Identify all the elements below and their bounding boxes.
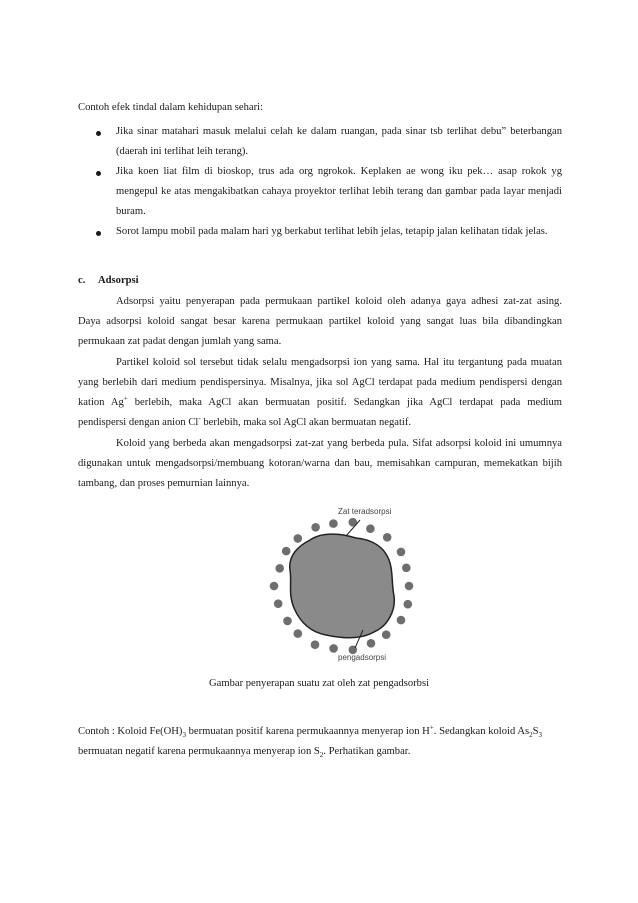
adsorbed-dot <box>405 582 414 591</box>
adsorbed-dot <box>329 519 338 528</box>
adsorbed-dot <box>404 600 413 609</box>
bullet-2-line-3: buram. <box>116 206 146 217</box>
para3-line-3: tambang, dan proses pemurnian lainnya. <box>78 478 250 489</box>
contoh-line-2: bermuatan negatif karena permukaannya menyerap ion $S_2$. Perhatikan gambar. <box>78 746 411 760</box>
adsorbed-dot <box>311 640 320 649</box>
adsorbed-dot <box>329 644 338 653</box>
examples-heading: Contoh efek tindal dalam kehidupan sehari: <box>78 102 264 113</box>
para3-line-2: digunakan untuk mengadsorpsi/membuang kotoran/warna dan bau, memisahkan campuran, memekatkan bijih <box>78 458 562 469</box>
para2-line-1: Partikel koloid sol tersebut tidak selalu mengadsorpsi ion yang sama. Hal itu tergantung pada muatan <box>116 357 562 368</box>
adsorbed-dot <box>366 524 375 533</box>
figure-caption: Gambar penyerapan suatu zat oleh zat pengadsorbsi <box>208 678 430 689</box>
bullet-1-line-2: (daerah ini terlihat leih terang). <box>116 146 249 157</box>
adsorption-figure <box>268 498 418 663</box>
para3-line-1: Koloid yang berbeda akan mengadsorpsi zat-zat yang berbeda pula. Sifat adsorpsi koloid ini umumnya <box>116 438 562 449</box>
adsorbed-dot <box>270 582 279 591</box>
para2-line-4: pendispersi dengan anion Cl- berlebih, maka sol AgCl akan bermuatan negatif. <box>78 414 412 428</box>
adsorbed-dot <box>367 639 376 648</box>
adsorbed-dot <box>283 617 292 626</box>
label-zat-teradsorpsi: Zat teradsorpsi <box>338 507 392 516</box>
adsorbed-dot <box>294 629 303 638</box>
bullet-dot <box>96 171 101 176</box>
adsorbed-dot <box>282 547 291 556</box>
bullet-dot <box>96 131 101 136</box>
para2-line-3: kation Ag+ berlebih, maka AgCl akan bermuatan positif. Sedangkan jika AgCl terdapat pada medium <box>78 394 562 408</box>
label-pengadsorpsi: pengadsorpsi <box>338 653 387 662</box>
adsorbed-dot <box>311 523 320 532</box>
section-c-title: Adsorpsi <box>98 275 139 286</box>
bullet-1-line-1: Jika sinar matahari masuk melalui celah ke dalam ruangan, pada sinar tsb terlihat debu” beterbangan <box>116 126 562 137</box>
adsorbed-dot <box>383 533 392 542</box>
colloid-particle <box>290 534 395 638</box>
para2-line-2: yang berlebih dari medium pendispersinya. Misalnya, jika sol AgCl terdapat pada medium pendispersi dengan <box>78 377 562 388</box>
bullet-dot <box>96 231 101 236</box>
adsorbed-dot <box>382 630 391 639</box>
adsorbed-dot <box>397 616 406 625</box>
adsorbed-dot <box>274 599 283 608</box>
adsorbed-dot <box>397 548 406 557</box>
adsorbed-dot <box>275 564 284 573</box>
bullet-3-line-1: Sorot lampu mobil pada malam hari yg berkabut terlihat lebih jelas, tetapip jalan kelihatan tidak jelas. <box>116 226 548 237</box>
bullet-2-line-2: mengepul ke atas mengakibatkan cahaya proyektor terlihat lebih terang dan gambar pada layar menjadi <box>116 186 562 197</box>
para1-line-2: Daya adsorpsi koloid sangat besar karena permukaan partikel koloid yang sangat luas bila dibandingkan <box>78 316 562 327</box>
bullet-2-line-1: Jika koen liat film di bioskop, trus ada org ngrokok. Keplaken ae wong iku pek… asap rokok yg <box>116 166 562 177</box>
contoh-line-1: Contoh : Koloid $Fe(OH)_3$ bermuatan positif karena permukaannya menyerap ion H+. Sedangkan koloid $As_2S_3$ <box>78 723 543 740</box>
para1-line-1: Adsorpsi yaitu penyerapan pada permukaan partikel koloid oleh adanya gaya adhesi zat-zat asing. <box>116 296 562 307</box>
para1-line-3: permukaan zat padat dengan jumlah yang sama. <box>78 336 282 347</box>
section-c-letter: c. <box>78 275 86 286</box>
adsorbed-dot <box>294 534 303 543</box>
adsorbed-dot <box>402 564 411 573</box>
